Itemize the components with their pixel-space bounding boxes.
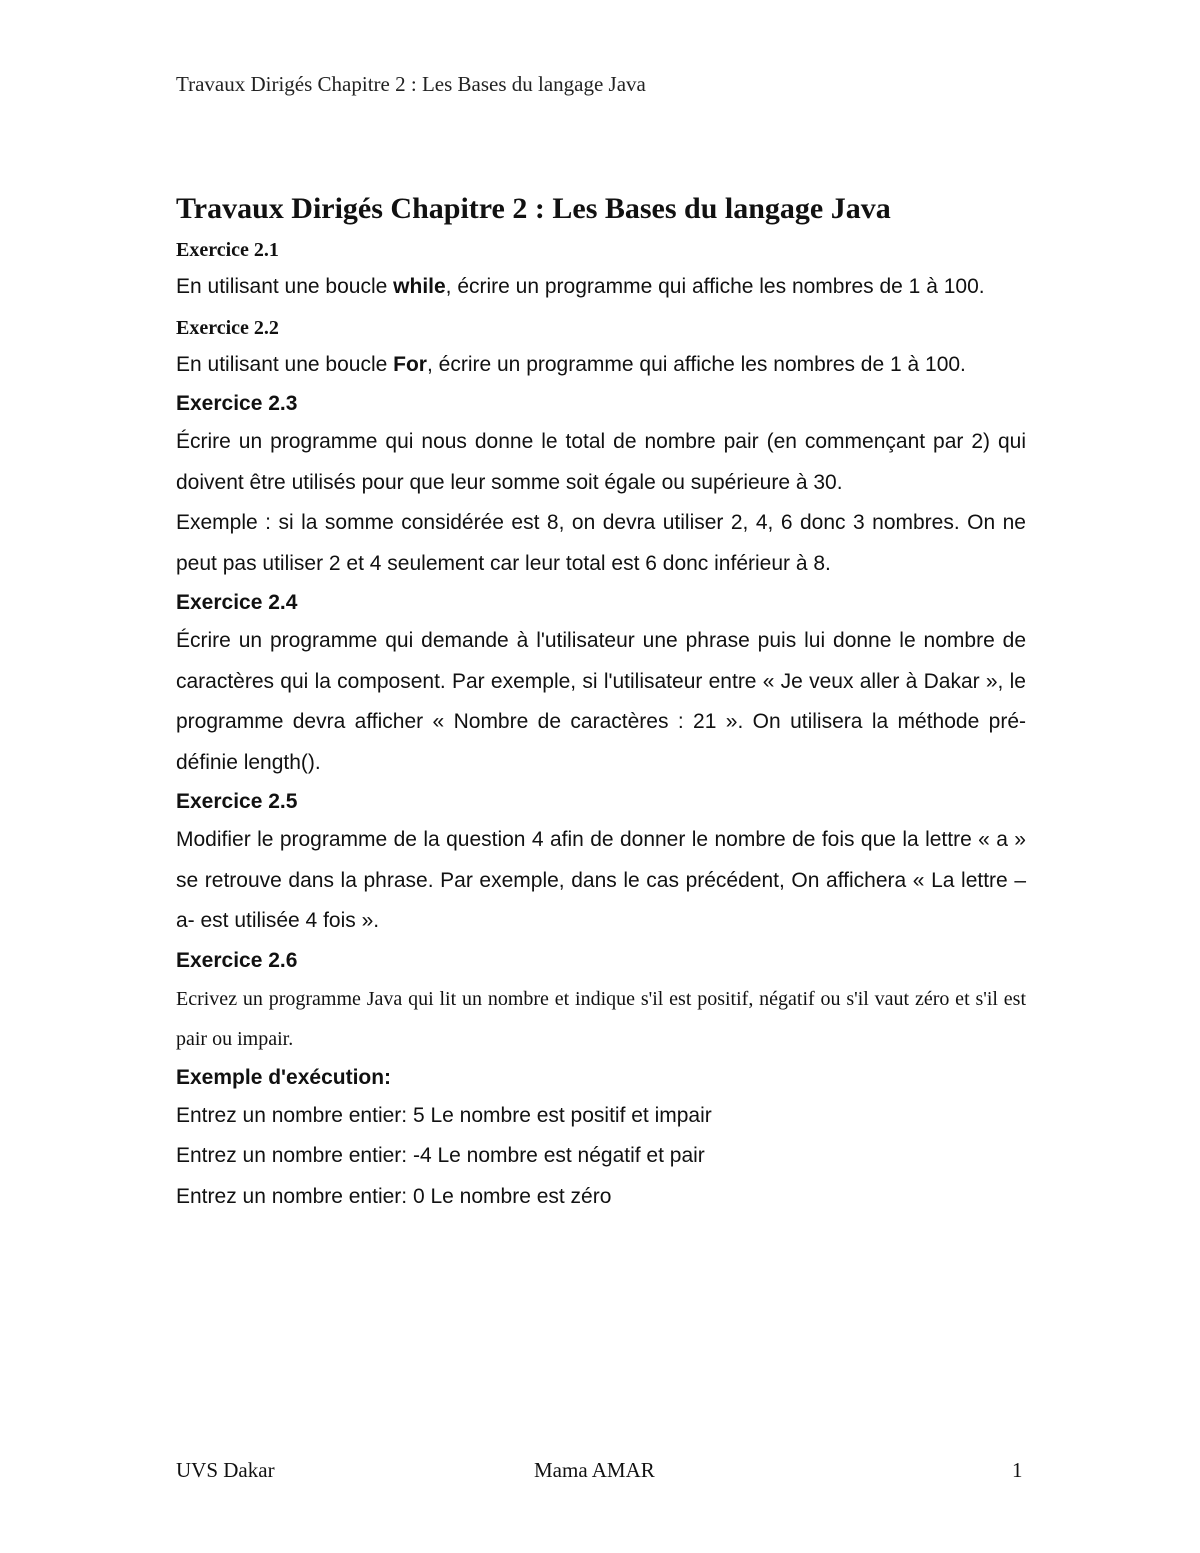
exercise-heading: Exercice 2.4	[176, 591, 298, 614]
exercise-2-2	[176, 313, 1026, 386]
exercise-text: Écrire un programme qui nous donne le total de nombre pair (en commençant par 2) qui doivent être utilisés pour que leur somme soit égale ou supérieure à 30.	[176, 430, 1026, 494]
keyword: For	[393, 352, 427, 376]
exercise-2-1	[176, 235, 1026, 308]
exercise-heading: Exercice 2.2	[176, 316, 279, 339]
text-before: En utilisant une boucle	[176, 352, 394, 376]
exercise-text	[176, 345, 1026, 386]
running-header: Travaux Dirigés Chapitre 2 : Les Bases du langage Java	[176, 72, 646, 96]
exercise-heading: Exercice 2.6	[176, 948, 298, 972]
footer-page-number: 1	[1012, 1458, 1023, 1482]
example-heading: Exemple d'exécution:	[176, 1065, 392, 1089]
exercise-heading: Exercice 2.1	[176, 239, 279, 261]
document-body	[176, 188, 1026, 1217]
keyword: while	[393, 275, 446, 298]
example-line: Entrez un nombre entier: 0 Le nombre est zéro	[176, 1184, 612, 1208]
exercise-heading: Exercice 2.5	[176, 790, 298, 813]
footer-author: Mama AMAR	[534, 1458, 655, 1482]
text-before: En utilisant une boucle	[176, 275, 394, 298]
exercise-text: Écrire un programme qui demande à l'utilisateur une phrase puis lui donne le nombre de caractères qui la composent. Par exemple, si l'utilisateur entre « Je veux aller à Dakar », le programme devra afficher « Nombre de caractères : 21 ». On utilisera la méthode pré-définie length().	[176, 629, 1026, 774]
text-after: , écrire un programme qui affiche les nombres de 1 à 100.	[426, 352, 966, 376]
footer-institution: UVS Dakar	[176, 1458, 275, 1482]
text-after: , écrire un programme qui affiche les nombres de 1 à 100.	[445, 275, 985, 298]
example-line: Entrez un nombre entier: -4 Le nombre est négatif et pair	[176, 1144, 705, 1167]
exercise-text: Modifier le programme de la question 4 afin de donner le nombre de fois que la lettre « a » se retrouve dans la phrase. Par exemple, dans le cas précédent, On affichera « La lettre –a- est utilisée 4 fois ».	[176, 828, 1026, 932]
page-title: Travaux Dirigés Chapitre 2 : Les Bases du langage Java	[176, 192, 891, 225]
exercise-example: Exemple : si la somme considérée est 8, on devra utiliser 2, 4, 6 donc 3 nombres. On ne peut pas utiliser 2 et 4 seulement car leur total est 6 donc inférieur à 8.	[176, 511, 1026, 575]
example-line: Entrez un nombre entier: 5 Le nombre est positif et impair	[176, 1103, 712, 1127]
exercise-2-3	[176, 390, 1026, 584]
exercise-2-4	[176, 589, 1026, 783]
exercise-heading: Exercice 2.3	[176, 392, 298, 415]
exercise-text	[176, 267, 1026, 308]
exercise-2-5	[176, 788, 1026, 942]
exercise-2-6	[176, 947, 1026, 1218]
exercise-text: Ecrivez un programme Java qui lit un nombre et indique s'il est positif, négatif ou s'il vaut zéro et s'il est pair ou impair.	[176, 987, 1026, 1050]
